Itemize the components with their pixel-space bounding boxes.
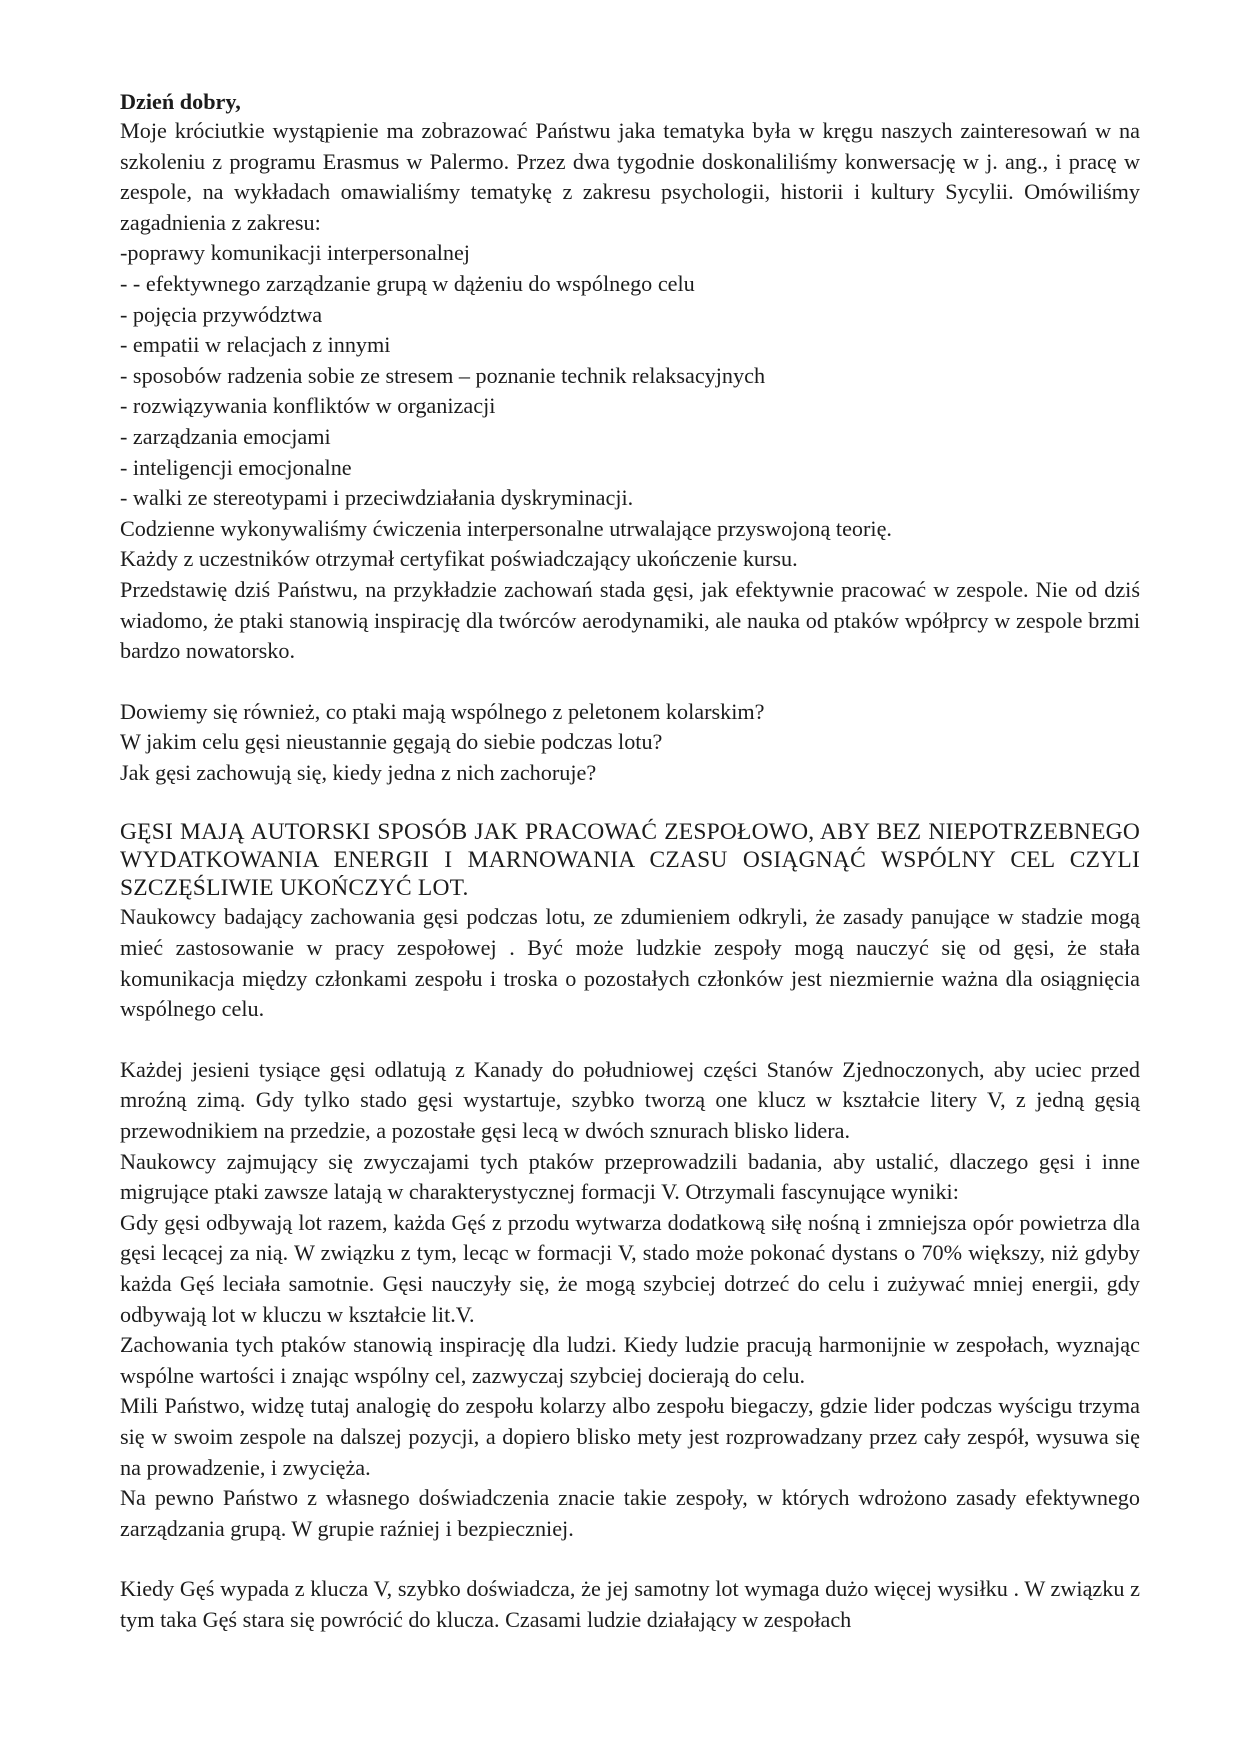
autumn-paragraph: Każdej jesieni tysiące gęsi odlatują z Kanady do południowej części Stanów Zjednoczonych, aby uciec przed mroźną zimą. Gdy tylko stado gęsi wystartuje, szybko tworzą one klucz w kształcie litery V, z jedną gęsią przewodnikiem na przedzie, a pozostałe gęsi lecą w dwóch sznurach blisko lidera. <box>120 1056 1140 1144</box>
topic-item: - walki ze stereotypami i przeciwdziałania dyskryminacji. <box>120 485 634 511</box>
question-line: Jak gęsi zachowują się, kiedy jedna z nich zachoruje? <box>120 759 597 785</box>
topic-item: - sposobów radzenia sobie ze stresem – poznanie technik relaksacyjnych <box>120 362 766 388</box>
presentation-paragraph: Przedstawię dziś Państwu, na przykładzie zachowań stada gęsi, jak efektywnie pracować w zespole. Nie od dziś wiadomo, że ptaki stanowią inspirację dla twórców aerodynamiki, ale nauka od ptaków wpółprcy w zespole brzmi bardzo nowatorsko. <box>120 576 1140 664</box>
greeting: Dzień dobry, <box>120 89 241 114</box>
topic-item: - inteligencji emocjonalne <box>120 454 352 480</box>
summary-line: Codzienne wykonywaliśmy ćwiczenia interpersonalne utrwalające przyswojoną teorię. <box>120 515 892 541</box>
topic-item: - rozwiązywania konfliktów w organizacji <box>120 393 496 419</box>
topic-item: - pojęcia przywództwa <box>120 301 323 327</box>
intro-paragraph: Moje króciutkie wystąpienie ma zobrazować Państwu jaka tematyka była w kręgu naszych zainteresowań w na szkoleniu z programu Erasmus w Palermo. Przez dwa tygodnie doskonaliliśmy konwersację w j. ang., i pracę w zespole, na wykładach omawialiśmy tematykę z zakresu psychologii, historii i kultury Sycylii. Omówiliśmy zagadnienia z zakresu: <box>120 118 1140 235</box>
questions-list <box>120 697 1140 789</box>
spacer <box>120 788 1140 818</box>
results-paragraph: Gdy gęsi odbywają lot razem, każda Gęś z przodu wytwarza dodatkową siłę nośną i zmniejsza opór powietrza dla gęsi lecącej za nią. W związku z tym, lecąc w formacji V, stado może pokonać dystans o 70% większy, niż gdyby każda Gęś leciała samotnie. Gęsi nauczyły się, że mogą szybciej dotrzeć do celu i zużywać mniej energii, gdy odbywają lot w kluczu w kształcie lit.V. <box>120 1209 1140 1327</box>
experience-paragraph: Na pewno Państwo z własnego doświadczenia znacie takie zespoły, w których wdrożono zasady efektywnego zarządzania grupą. W grupie raźniej i bezpieczniej. <box>120 1485 1140 1541</box>
document-page <box>120 88 1140 1636</box>
caps-heading: GĘSI MAJĄ AUTORSKI SPOSÓB JAK PRACOWAĆ ZESPOŁOWO, ABY BEZ NIEPOTRZEBNEGO WYDATKOWANIA ENERGII I MARNOWANIA CZASU OSIĄGNĄĆ WSPÓLNY CEL CZYLI SZCZĘŚLIWIE UKOŃCZYĆ LOT. <box>120 819 1140 902</box>
spacer <box>120 667 1140 697</box>
inspiration-paragraph: Zachowania tych ptaków stanowią inspirację dla ludzi. Kiedy ludzie pracują harmonijnie w zespołach, wyznając wspólne wartości i znając wspólny cel, zazwyczaj szybciej docierają do celu. <box>120 1332 1140 1388</box>
closing-paragraph: Kiedy Gęś wypada z klucza V, szybko doświadcza, że jej samotny lot wymaga dużo więcej wysiłku . W związku z tym taka Gęś stara się powrócić do klucza. Czasami ludzie działający w zespołach <box>120 1576 1140 1632</box>
spacer <box>120 1544 1140 1574</box>
topics-list <box>120 238 1140 513</box>
topic-item: - - efektywnego zarządzanie grupą w dążeniu do wspólnego celu <box>120 270 695 296</box>
topic-item: - empatii w relacjach z innymi <box>120 332 391 358</box>
question-line: W jakim celu gęsi nieustannie gęgają do siebie podczas lotu? <box>120 729 663 755</box>
summary-line: Każdy z uczestników otrzymał certyfikat poświadczający ukończenie kursu. <box>120 546 798 572</box>
scientists-paragraph: Naukowcy badający zachowania gęsi podczas lotu, ze zdumieniem odkryli, że zasady panujące w stadzie mogą mieć zastosowanie w pracy zespołowej . Być może ludzkie zespoły mogą nauczyć się od gęsi, że stała komunikacja między członkami zespołu i troska o pozostałych członków jest niezmiernie ważna dla osiągnięcia wspólnego celu. <box>120 904 1140 1022</box>
topic-item: - zarządzania emocjami <box>120 423 331 449</box>
topic-item: -poprawy komunikacji interpersonalnej <box>120 240 470 266</box>
analogy-paragraph: Mili Państwo, widzę tutaj analogię do zespołu kolarzy albo zespołu biegaczy, gdzie lider podczas wyścigu trzyma się w swoim zespole na dalszej pozycji, a dopiero blisko mety jest rozprowadzany przez cały zespół, wysuwa się na prowadzenie, i zwycięża. <box>120 1393 1140 1480</box>
spacer <box>120 1025 1140 1055</box>
research-paragraph: Naukowcy zajmujący się zwyczajami tych ptaków przeprowadzili badania, aby ustalić, dlaczego gęsi i inne migrujące ptaki zawsze latają w charakterystycznej formacji V. Otrzymali fascynujące wyniki: <box>120 1148 1140 1205</box>
question-line: Dowiemy się również, co ptaki mają wspólnego z peletonem kolarskim? <box>120 698 765 724</box>
